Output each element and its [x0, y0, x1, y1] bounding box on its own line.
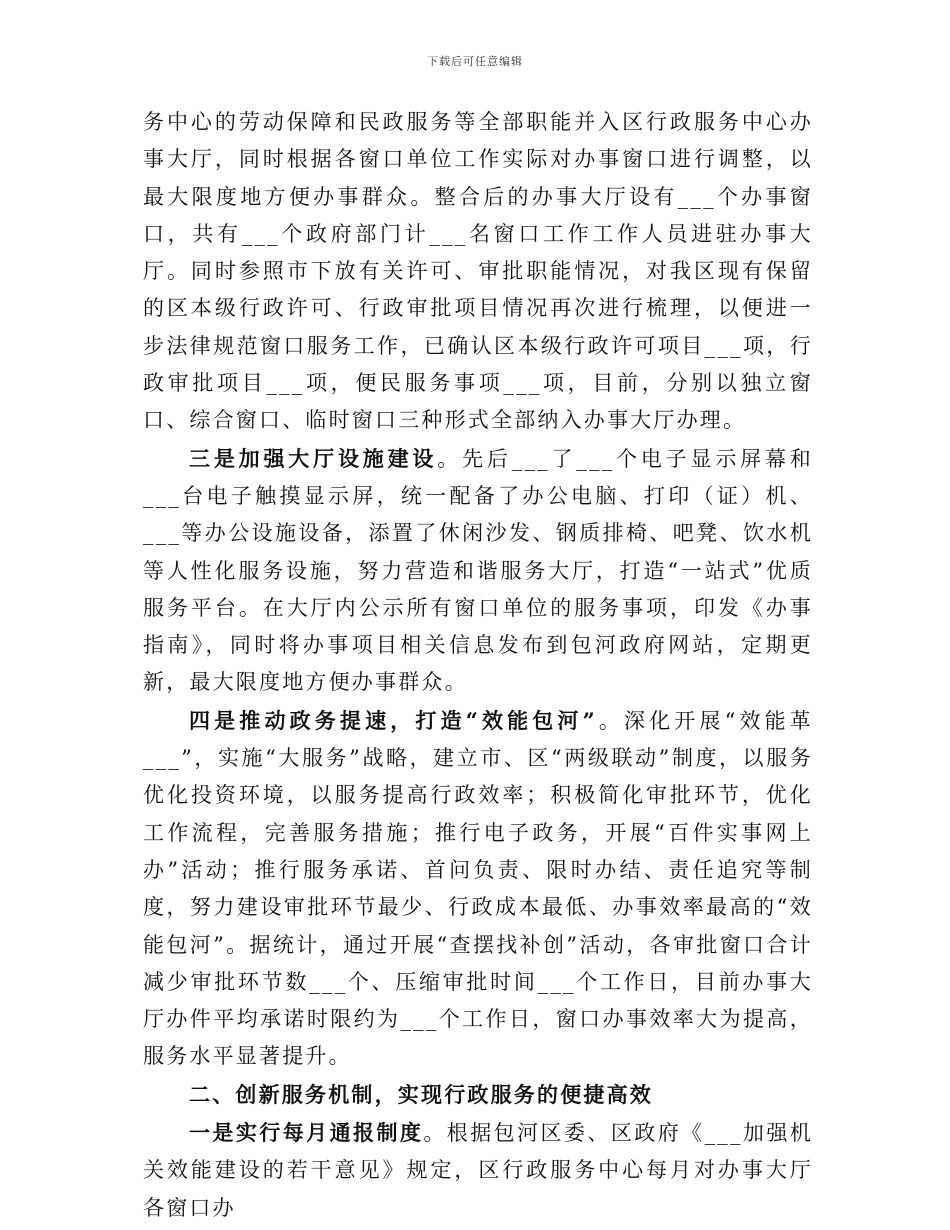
- section-heading: [143, 1076, 813, 1114]
- paragraph-lead: 四是推动政务提速，打造“效能包河”: [189, 707, 597, 733]
- paragraph-continuation: [143, 104, 813, 440]
- paragraph-text: 务中心的劳动保障和民政服务等全部职能并入区行政服务中心办事大厅，同时根据各窗口单位工作实际对办事窗口进行调整，以最大限度地方便办事群众。整合后的办事大厅设有___个办事窗口，共有___个政府部门计___名窗口工作工作人员进驻办事大厅。同时参照市下放有关许可、审批职能情况，对我区现有保留的区本级行政许可、行政审批项目情况再次进行梳理，以便进一步法律规范窗口服务工作，已确认区本级行政许可项目___项，行政审批项目___项，便民服务事项___项，目前，分别以独立窗口、综合窗口、临时窗口三种形式全部纳入办事大厅办理。: [143, 110, 813, 433]
- paragraph-monthly-report: [143, 1114, 813, 1227]
- page-header: 下载后可任意编辑: [427, 55, 523, 68]
- section-heading-text: 二、创新服务机制，实现行政服务的便捷高效: [189, 1081, 653, 1107]
- paragraph-text: 。根据包河区委、区政府《___加强机关效能建设的若干意见》规定，区行政服务中心每月对办事大厅各窗口办: [143, 1121, 813, 1220]
- paragraph-lead: 三是加强大厅设施建设: [189, 445, 438, 471]
- document-body: [143, 104, 813, 1227]
- paragraph-lead: 一是实行每月通报制度: [189, 1120, 424, 1146]
- paragraph-facility-construction: [143, 440, 813, 702]
- paragraph-efficiency: [143, 702, 813, 1076]
- paragraph-text: 。深化开展“效能革___”，实施“大服务”战略，建立市、区“两级联动”制度，以服务优化投资环境，以服务提高行政效率；积极简化审批环节，优化工作流程，完善服务措施；推行电子政务，开展“百件实事网上办”活动；推行服务承诺、首问负责、限时办结、责任追究等制度，努力建设审批环节最少、行政成本最低、办事效率最高的“效能包河”。据统计，通过开展“查摆找补创”活动，各审批窗口合计减少审批环节数___个、压缩审批时间___个工作日，目前办事大厅办件平均承诺时限约为___个工作日，窗口办事效率大为提高，服务水平显著提升。: [143, 708, 813, 1069]
- paragraph-text: 。先后___了___个电子显示屏幕和___台电子触摸显示屏，统一配备了办公电脑、打印（证）机、___等办公设施设备，添置了休闲沙发、钢质排椅、吧凳、饮水机等人性化服务设施，努力营造和谐服务大厅，打造“一站式”优质服务平台。在大厅内公示所有窗口单位的服务事项，印发《办事指南》，同时将办事项目相关信息发布到包河政府网站，定期更新，最大限度地方便办事群众。: [143, 446, 813, 695]
